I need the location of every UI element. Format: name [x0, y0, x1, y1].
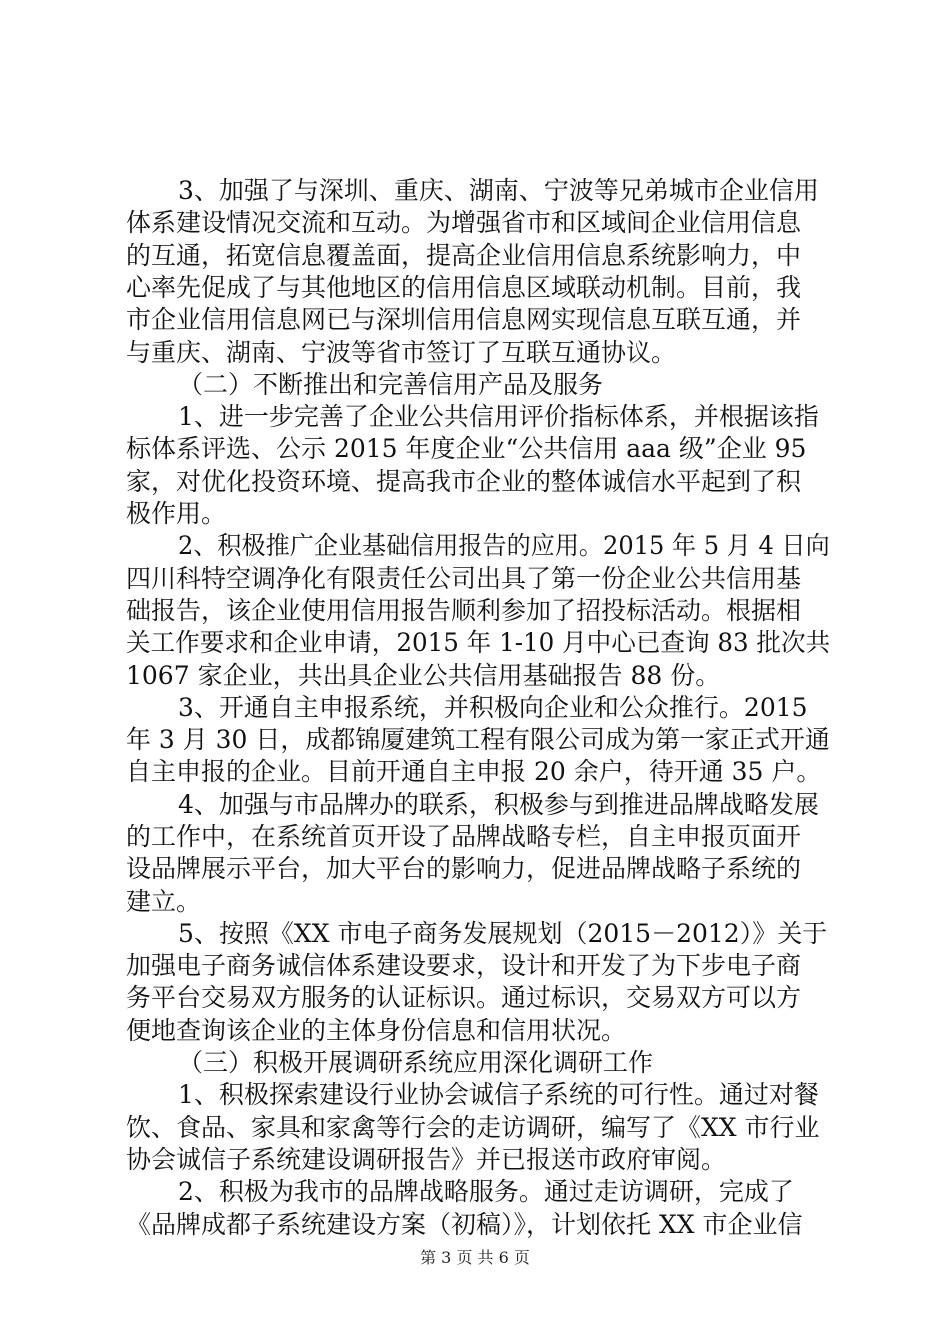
page-footer: 第 3 页 共 6 页	[420, 1248, 530, 1267]
text-line: 加强电子商务诚信体系建设要求，设计和开发了为下步电子商	[126, 951, 802, 980]
text-line: 设品牌展示平台，加大平台的影响力，促进品牌战略子系统的	[126, 854, 802, 883]
text-line: 建立。	[126, 887, 202, 916]
text-line: 5、按照《XX 市电子商务发展规划（2015－2012）》关于	[178, 919, 828, 948]
text-line: 1、积极探索建设行业协会诚信子系统的可行性。通过对餐	[178, 1080, 819, 1109]
text-line: 便地查询该企业的主体身份信息和信用状况。	[126, 1016, 627, 1045]
text-line: 心率先促成了与其他地区的信用信息区域联动机制。目前，我	[126, 273, 802, 302]
text-line: 家，对优化投资环境、提高我市企业的整体诚信水平起到了积	[126, 467, 802, 496]
text-line: 的互通，拓宽信息覆盖面，提高企业信用信息系统影响力，中	[126, 241, 802, 270]
text-line: 协会诚信子系统建设调研报告》并已报送市政府审阅。	[126, 1145, 727, 1174]
text-line: 与重庆、湖南、宁波等省市签订了互联互通协议。	[126, 338, 677, 367]
text-line: 3、加强了与深圳、重庆、湖南、宁波等兄弟城市企业信用	[178, 176, 819, 205]
text-line: 体系建设情况交流和互动。为增强省市和区域间企业信用信息	[126, 208, 802, 237]
text-line: 标体系评选、公示 2015 年度企业“公共信用 aaa 级”企业 95	[126, 434, 807, 463]
text-line: 饮、食品、家具和家禽等行会的走访调研，编写了《XX 市行业	[126, 1113, 820, 1142]
section-heading: （二）不断推出和完善信用产品及服务	[178, 370, 604, 399]
text-line: 础报告，该企业使用信用报告顺利参加了招投标活动。根据相	[126, 596, 802, 625]
text-line: 极作用。	[126, 499, 227, 528]
text-line: 年 3 月 30 日，成都锦厦建筑工程有限公司成为第一家正式开通	[126, 725, 830, 754]
text-line: 《品牌成都子系统建设方案（初稿）》，计划依托 XX 市企业信	[126, 1210, 803, 1239]
text-line: 1067 家企业，共出具企业公共信用基础报告 88 份。	[126, 661, 721, 690]
text-line: 市企业信用信息网已与深圳信用信息网实现信息互联互通，并	[126, 305, 802, 334]
text-line: 四川科特空调净化有限责任公司出具了第一份企业公共信用基	[126, 564, 802, 593]
text-line: 自主申报的企业。目前开通自主申报 20 余户，待开通 35 户。	[126, 757, 822, 786]
text-line: 的工作中，在系统首页开设了品牌战略专栏，自主申报页面开	[126, 822, 802, 851]
text-line: 2、积极推广企业基础信用报告的应用。2015 年 5 月 4 日向	[178, 531, 830, 560]
text-line: 3、开通自主申报系统，并积极向企业和公众推行。2015	[178, 693, 808, 722]
section-heading: （三）积极开展调研系统应用深化调研工作	[178, 1048, 654, 1077]
text-line: 4、加强与市品牌办的联系，积极参与到推进品牌战略发展	[178, 790, 819, 819]
text-line: 关工作要求和企业申请，2015 年 1-10 月中心已查询 83 批次共	[126, 628, 831, 657]
text-line: 2、积极为我市的品牌战略服务。通过走访调研，完成了	[178, 1177, 794, 1206]
text-line: 1、进一步完善了企业公共信用评价指标体系，并根据该指	[178, 402, 819, 431]
text-line: 务平台交易双方服务的认证标识。通过标识，交易双方可以方	[126, 983, 802, 1012]
